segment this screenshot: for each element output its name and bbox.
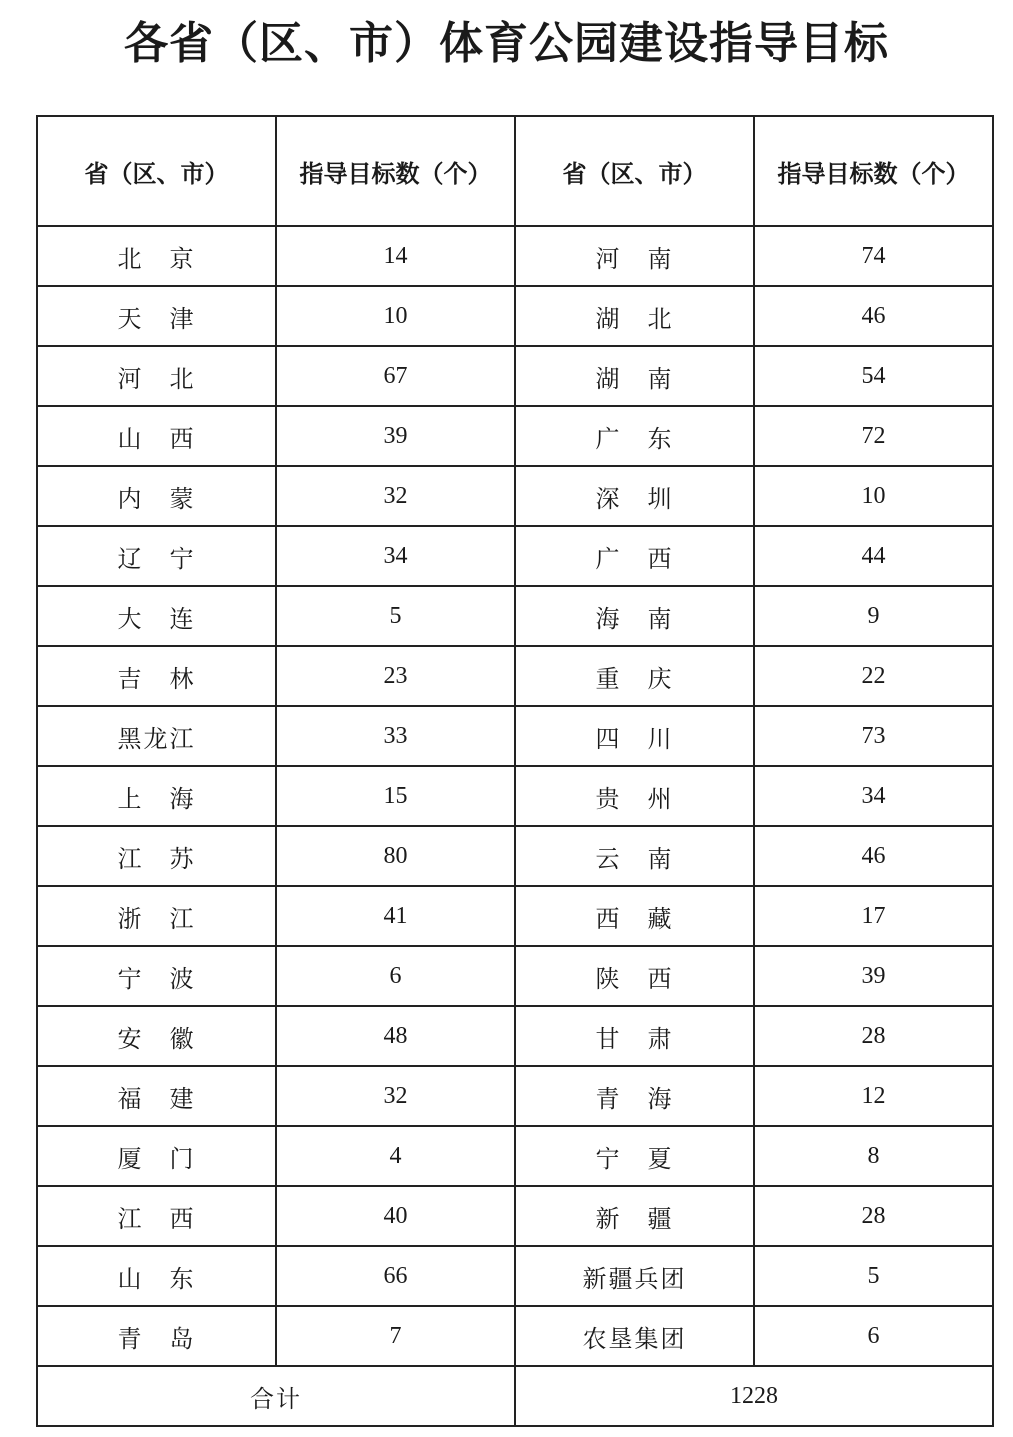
target-count-left: 67 (276, 346, 515, 406)
target-count-right: 46 (754, 286, 993, 346)
target-count-left: 5 (276, 586, 515, 646)
target-count-right: 10 (754, 466, 993, 526)
table-row (37, 826, 993, 886)
target-count-left: 4 (276, 1126, 515, 1186)
total-value: 1228 (515, 1366, 993, 1426)
target-count-left: 23 (276, 646, 515, 706)
province-name-right: 贵 州 (515, 766, 754, 826)
target-count-right: 12 (754, 1066, 993, 1126)
table-row (37, 226, 993, 286)
table-row (37, 1066, 993, 1126)
table-row (37, 1126, 993, 1186)
province-name-right: 海 南 (515, 586, 754, 646)
province-name-right: 青 海 (515, 1066, 754, 1126)
province-name-right: 陕 西 (515, 946, 754, 1006)
table-row (37, 766, 993, 826)
table-row (37, 1246, 993, 1306)
province-name-left: 北 京 (37, 226, 276, 286)
header-province-left: 省（区、市） (37, 116, 276, 226)
target-count-left: 32 (276, 466, 515, 526)
province-name-left: 吉 林 (37, 646, 276, 706)
target-count-left: 80 (276, 826, 515, 886)
province-name-right: 宁 夏 (515, 1126, 754, 1186)
province-name-right: 湖 南 (515, 346, 754, 406)
total-row (37, 1366, 993, 1426)
target-count-left: 32 (276, 1066, 515, 1126)
province-name-right: 四 川 (515, 706, 754, 766)
province-name-left: 天 津 (37, 286, 276, 346)
table-row (37, 1306, 993, 1366)
target-count-left: 39 (276, 406, 515, 466)
table-row (37, 466, 993, 526)
target-count-right: 5 (754, 1246, 993, 1306)
province-name-right: 河 南 (515, 226, 754, 286)
target-count-right: 73 (754, 706, 993, 766)
table-row (37, 946, 993, 1006)
header-province-right: 省（区、市） (515, 116, 754, 226)
total-label: 合计 (37, 1366, 515, 1426)
province-name-left: 黑龙江 (37, 706, 276, 766)
province-name-left: 浙 江 (37, 886, 276, 946)
target-count-left: 34 (276, 526, 515, 586)
province-name-left: 青 岛 (37, 1306, 276, 1366)
province-name-right: 深 圳 (515, 466, 754, 526)
province-name-left: 内 蒙 (37, 466, 276, 526)
target-count-left: 10 (276, 286, 515, 346)
target-count-left: 14 (276, 226, 515, 286)
target-count-right: 34 (754, 766, 993, 826)
province-name-left: 大 连 (37, 586, 276, 646)
table-header-row (37, 116, 993, 226)
table-row (37, 526, 993, 586)
target-count-right: 54 (754, 346, 993, 406)
target-count-left: 66 (276, 1246, 515, 1306)
table-row (37, 586, 993, 646)
target-count-left: 33 (276, 706, 515, 766)
table-row (37, 646, 993, 706)
province-name-left: 上 海 (37, 766, 276, 826)
target-count-right: 72 (754, 406, 993, 466)
province-name-right: 新 疆 (515, 1186, 754, 1246)
province-name-right: 云 南 (515, 826, 754, 886)
table-row (37, 286, 993, 346)
target-count-right: 28 (754, 1006, 993, 1066)
target-count-right: 39 (754, 946, 993, 1006)
target-count-left: 6 (276, 946, 515, 1006)
province-name-left: 安 徽 (37, 1006, 276, 1066)
province-name-left: 厦 门 (37, 1126, 276, 1186)
province-name-right: 西 藏 (515, 886, 754, 946)
province-name-right: 广 西 (515, 526, 754, 586)
target-count-right: 46 (754, 826, 993, 886)
target-count-right: 17 (754, 886, 993, 946)
page-title: 各省（区、市）体育公园建设指导目标 (124, 18, 889, 69)
target-count-right: 9 (754, 586, 993, 646)
targets-table (36, 115, 994, 1427)
province-name-left: 辽 宁 (37, 526, 276, 586)
province-name-left: 山 东 (37, 1246, 276, 1306)
table-row (37, 1186, 993, 1246)
target-count-left: 7 (276, 1306, 515, 1366)
province-name-left: 福 建 (37, 1066, 276, 1126)
province-name-right: 湖 北 (515, 286, 754, 346)
table-row (37, 406, 993, 466)
target-count-right: 8 (754, 1126, 993, 1186)
province-name-left: 山 西 (37, 406, 276, 466)
target-count-left: 41 (276, 886, 515, 946)
province-name-right: 甘 肃 (515, 1006, 754, 1066)
table-row (37, 346, 993, 406)
province-name-right: 广 东 (515, 406, 754, 466)
table-row (37, 706, 993, 766)
target-count-right: 22 (754, 646, 993, 706)
table-row (37, 886, 993, 946)
province-name-right: 新疆兵团 (515, 1246, 754, 1306)
target-count-left: 15 (276, 766, 515, 826)
header-target-count-right: 指导目标数（个） (754, 116, 993, 226)
target-count-right: 28 (754, 1186, 993, 1246)
province-name-left: 江 苏 (37, 826, 276, 886)
province-name-left: 江 西 (37, 1186, 276, 1246)
target-count-right: 44 (754, 526, 993, 586)
target-count-left: 48 (276, 1006, 515, 1066)
province-name-left: 宁 波 (37, 946, 276, 1006)
table-row (37, 1006, 993, 1066)
header-target-count-left: 指导目标数（个） (276, 116, 515, 226)
province-name-right: 重 庆 (515, 646, 754, 706)
province-name-left: 河 北 (37, 346, 276, 406)
target-count-right: 74 (754, 226, 993, 286)
target-count-right: 6 (754, 1306, 993, 1366)
province-name-right: 农垦集团 (515, 1306, 754, 1366)
target-count-left: 40 (276, 1186, 515, 1246)
